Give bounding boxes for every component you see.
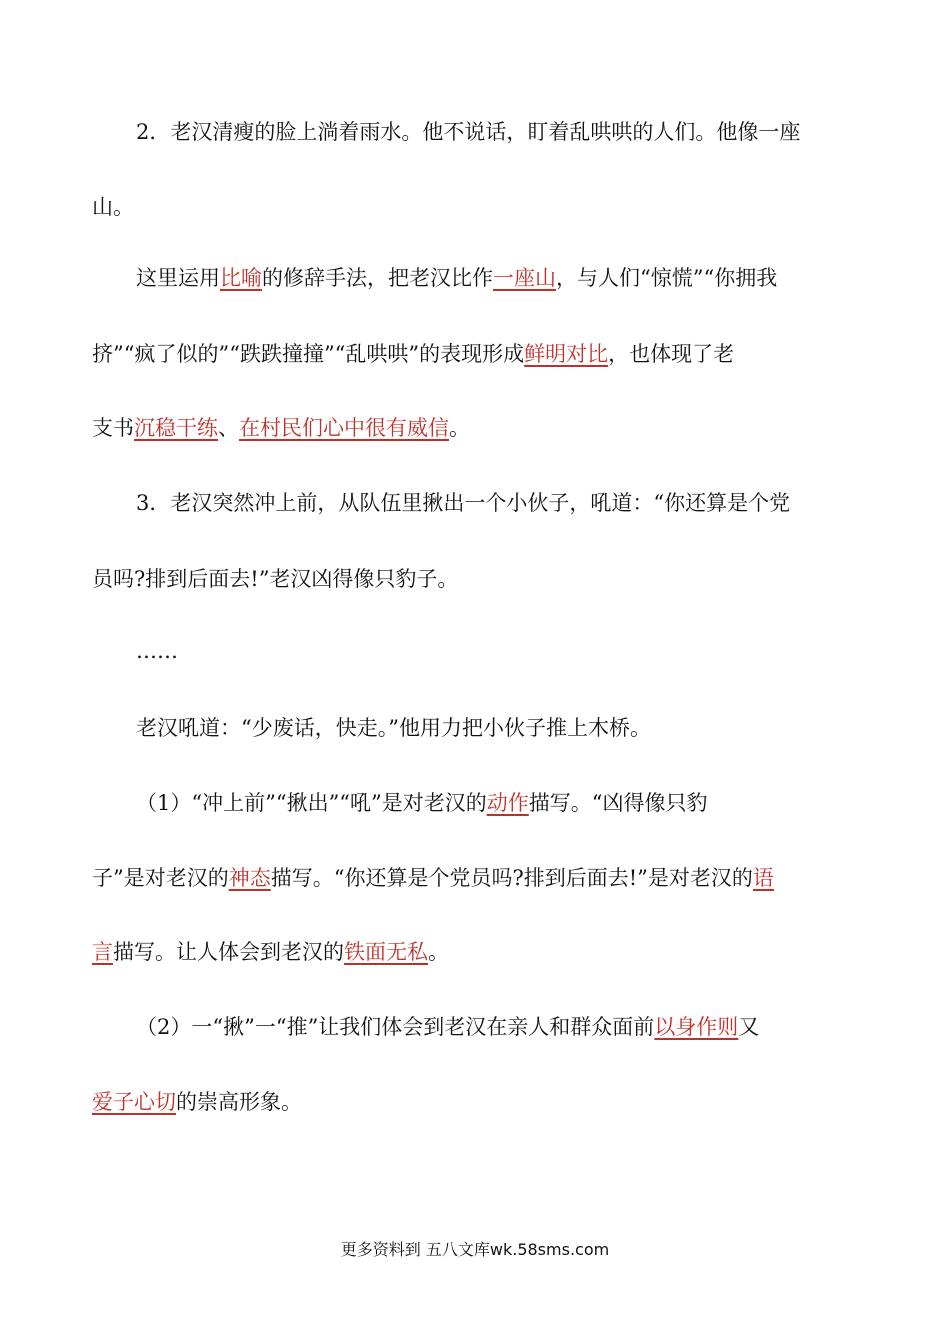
answer-text: 一座山	[493, 266, 556, 290]
body-text: 子”是对老汉的	[92, 866, 229, 890]
answer-text: 比喻	[220, 266, 262, 290]
body-text: 山。	[92, 195, 134, 219]
answer-text: 在村民们心中很有威信	[239, 416, 449, 440]
text-line	[92, 564, 862, 594]
body-text: （1）“冲上前”“揪出”“吼”是对老汉的	[136, 791, 487, 815]
body-text: 、	[218, 416, 239, 440]
footer-text: 更多资料到 五八文库wk.58sms.com	[340, 1240, 610, 1259]
answer-text: 以身作则	[654, 1015, 739, 1039]
answer-text: 沉稳干练	[134, 416, 218, 440]
text-line	[136, 1012, 862, 1042]
text-line	[92, 1087, 862, 1117]
body-text: 老汉吼道：“少废话，快走。”他用力把小伙子推上木桥。	[136, 716, 651, 740]
body-text: 描写。“你还算是个党员吗?排到后面去!”是对老汉的	[270, 866, 753, 890]
text-line	[136, 636, 862, 666]
answer-text: 神态	[228, 866, 271, 890]
answer-text: 言	[92, 940, 113, 964]
body-text: 的崇高形象。	[176, 1090, 302, 1114]
body-text: 3．老汉突然冲上前，从队伍里揪出一个小伙子，吼道：“你还算是个党	[136, 491, 791, 515]
body-text: 。	[428, 940, 449, 964]
text-line	[136, 713, 862, 743]
answer-text: 鲜明对比	[524, 342, 609, 366]
answer-text: 语	[752, 866, 774, 890]
body-text: 描写。“凶得像只豹	[528, 791, 708, 815]
body-text: 描写。让人体会到老汉的	[113, 940, 344, 964]
text-line	[92, 339, 862, 369]
body-text: 支书	[92, 416, 134, 440]
body-text: ，也体现了老	[608, 342, 735, 366]
text-line	[136, 788, 862, 818]
body-text: 挤”“疯了似的”“跌跌撞撞”“乱哄哄”的表现形成	[92, 342, 525, 366]
body-text: 又	[738, 1015, 760, 1039]
body-text: 2．老汉清瘦的脸上淌着雨水。他不说话，盯着乱哄哄的人们。他像一座	[136, 120, 801, 144]
body-text: （2）一“揪”一“推”让我们体会到老汉在亲人和群众面前	[136, 1015, 655, 1039]
text-line	[92, 937, 862, 967]
body-text: 这里运用	[136, 266, 220, 290]
text-line	[136, 117, 862, 147]
body-text: 的修辞手法，把老汉比作	[262, 266, 493, 290]
text-line	[92, 413, 862, 443]
body-text: ……	[136, 639, 178, 663]
answer-text: 铁面无私	[344, 940, 428, 964]
body-text: 员吗?排到后面去!”老汉凶得像只豹子。	[92, 567, 459, 591]
answer-text: 动作	[486, 791, 529, 815]
answer-text: 爱子心切	[92, 1090, 176, 1114]
text-line	[92, 863, 862, 893]
body-text: 。	[449, 416, 470, 440]
body-text: ，与人们“惊慌”“你拥我	[556, 266, 778, 290]
text-line	[136, 488, 862, 518]
text-line	[136, 263, 862, 293]
text-line	[92, 192, 862, 222]
